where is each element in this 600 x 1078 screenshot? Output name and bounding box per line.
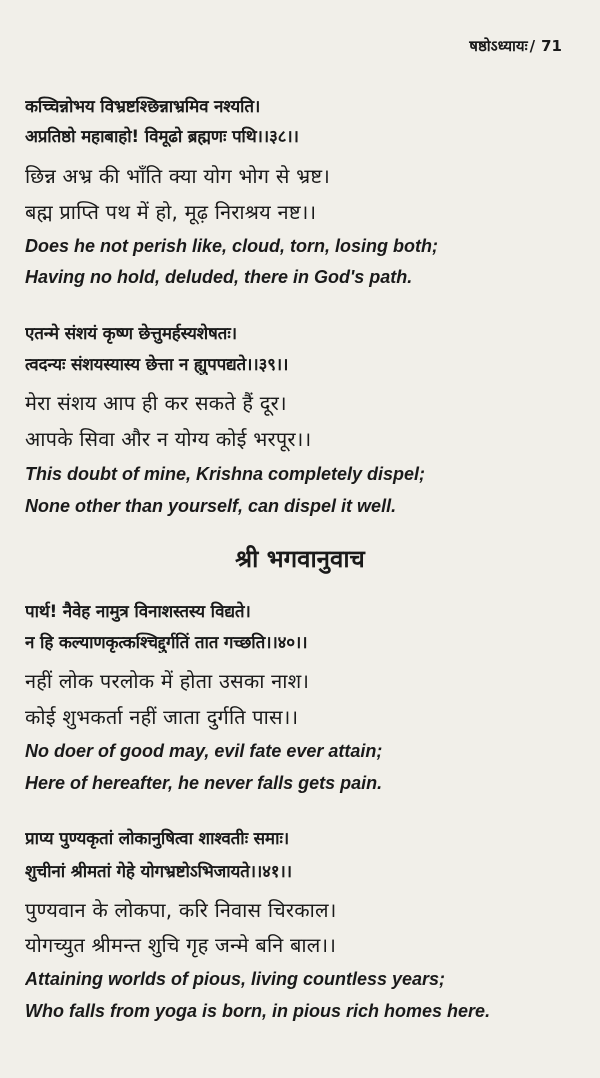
verse-40-english-line-2: Here of hereafter, he never falls gets pain. xyxy=(25,773,383,793)
verse-39-english-line-1: This doubt of mine, Krishna completely dispel; xyxy=(25,464,426,484)
verse-40-english-line-1: No doer of good may, evil fate ever attain; xyxy=(25,741,383,761)
verse-40-hindi-line-2: कोई शुभकर्ता नहीं जाता दुर्गति पास।। xyxy=(25,705,299,729)
verse-38-english-line-2: Having no hold, deluded, there in God's path. xyxy=(25,267,413,287)
verse-41-english-line-1: Attaining worlds of pious, living countless years; xyxy=(25,969,446,989)
verse-39-hindi-line-1: मेरा संशय आप ही कर सकते हैं दूर। xyxy=(25,391,287,415)
page-number: 71 xyxy=(541,37,562,55)
verse-40-hindi-line-1: नहीं लोक परलोक में होता उसका नाश। xyxy=(25,669,310,693)
verse-41-hindi-line-1: पुण्यवान के लोकपा, करि निवास चिरकाल। xyxy=(25,898,337,922)
chapter-name: षष्ठोऽध्यायः xyxy=(469,37,528,55)
verse-39-english-line-2: None other than yourself, can dispel it well. xyxy=(25,496,397,516)
verse-40-sanskrit-line-2: न हि कल्याणकृत्कश्चिद्दुर्गतिं तात गच्छति।।४०।। xyxy=(25,633,308,653)
verse-38-hindi-line-2: बह्म प्राप्ति पथ में हो, मूढ़ निराश्रय नष्ट।। xyxy=(25,200,317,224)
verse-38-english-line-1: Does he not perish like, cloud, torn, losing both; xyxy=(25,236,439,256)
verse-41-sanskrit-line-1: प्राप्य पुण्यकृतां लोकानुषित्वा शाश्वतीः समाः। xyxy=(25,829,289,849)
verse-39-hindi-line-2: आपके सिवा और न योग्य कोई भरपूर।। xyxy=(25,427,312,451)
verse-38-sanskrit-line-1: कच्चिन्नोभय विभ्रष्टश्छिन्नाभ्रमिव नश्यति। xyxy=(25,97,261,117)
verse-40-sanskrit-line-1: पार्थ! नैवेह नामुत्र विनाशस्तस्य विद्यते। xyxy=(25,602,251,622)
verse-38-sanskrit-line-2: अप्रतिष्ठो महाबाहो! विमूढो ब्रह्मणः पथि।।३८।। xyxy=(25,127,299,147)
header-separator: / xyxy=(529,37,536,55)
verse-41-sanskrit-line-2: शुचीनां श्रीमतां गेहे योगभ्रष्टोऽभिजायते।।४१।। xyxy=(25,862,292,882)
verse-41-english-line-2: Who falls from yoga is born, in pious rich homes here. xyxy=(25,1001,491,1021)
section-heading: श्री भगवानुवाच xyxy=(235,545,365,573)
verse-41-hindi-line-2: योगच्युत श्रीमन्त शुचि गृह जन्मे बनि बाल।। xyxy=(25,933,337,957)
verse-39-sanskrit-line-1: एतन्मे संशयं कृष्ण छेत्तुमर्हस्यशेषतः। xyxy=(25,324,237,344)
verse-38-hindi-line-1: छिन्न अभ्र की भाँति क्या योग भोग से भ्रष्ट। xyxy=(25,164,331,188)
page-header xyxy=(469,36,562,56)
verse-39-sanskrit-line-2: त्वदन्यः संशयस्यास्य छेत्ता न ह्युपपद्यते।।३९।। xyxy=(25,355,289,375)
